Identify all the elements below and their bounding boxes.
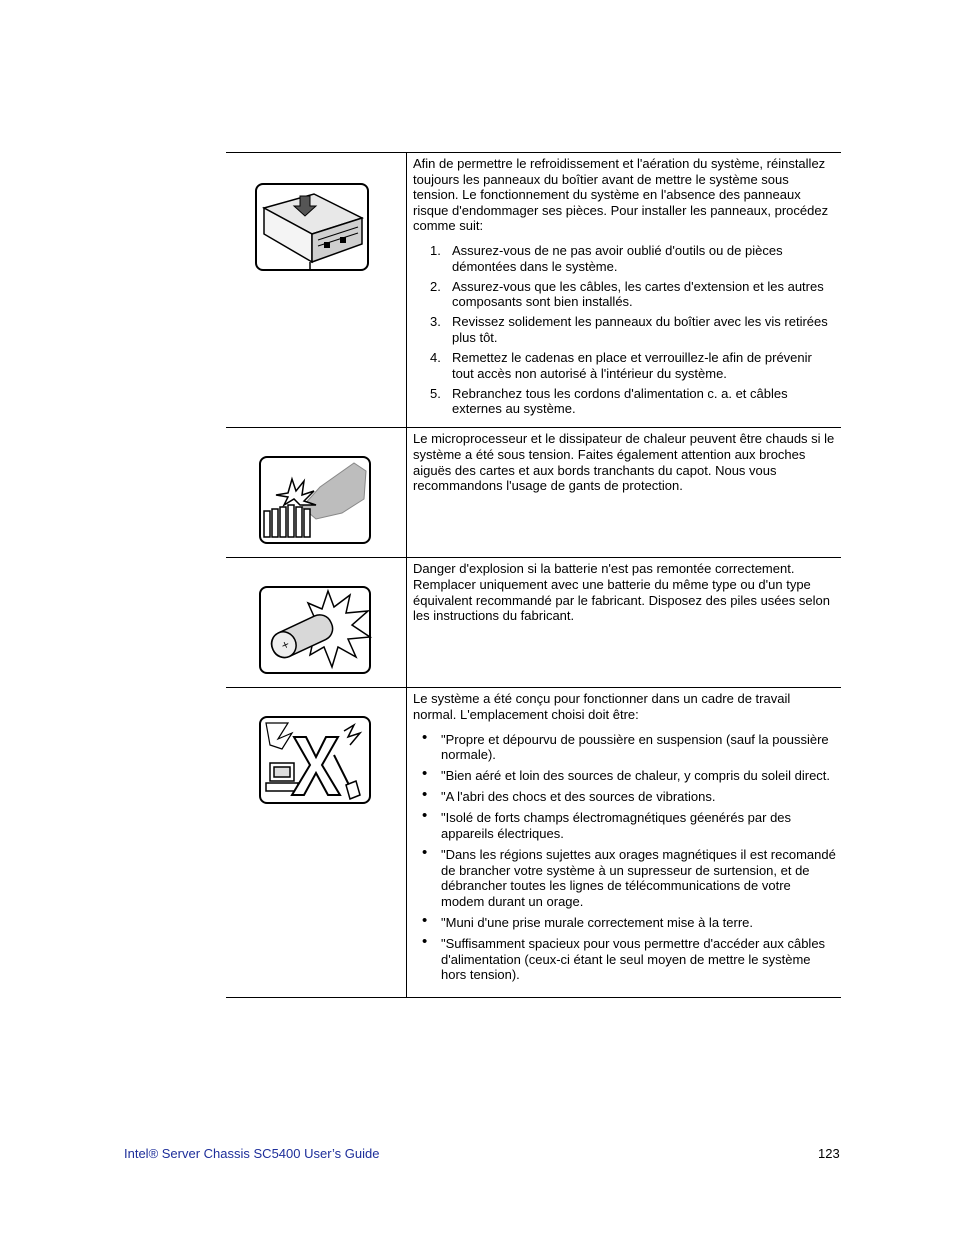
- step-text: Assurez-vous que les câbles, les cartes d'extension et les autres composants sont bien installés.: [452, 278, 824, 310]
- bullet-text: "Muni d'une prise murale correctement mise à la terre.: [441, 915, 753, 931]
- step-number: 2.: [430, 278, 441, 294]
- chassis-cover-icon: [254, 182, 372, 272]
- bullet-text: "A l'abri des chocs et des sources de vibrations.: [441, 789, 716, 805]
- list-item: [413, 807, 837, 842]
- bullet-icon: •: [422, 807, 428, 825]
- icon-cell: [226, 688, 407, 998]
- step-number: 4.: [430, 350, 441, 366]
- bullet-icon: •: [422, 844, 428, 862]
- icon-cell: [226, 558, 407, 688]
- step-text: Rebranchez tous les cordons d'alimentation c. a. et câbles externes au système.: [452, 385, 788, 417]
- bullet-text: "Isolé de forts champs électromagnétiques géenérés par des appareils électriques.: [441, 810, 792, 842]
- list-item: [413, 350, 837, 381]
- bullet-icon: •: [422, 765, 428, 783]
- bullet-icon: •: [422, 786, 428, 804]
- bullet-text: "Suffisamment spacieux pour vous permettre d'accéder aux câbles d'alimentation (ceux-ci étant le seul moyen de mettre le système hors tension).: [441, 936, 826, 983]
- text-cell: [407, 153, 842, 428]
- bullet-icon: •: [422, 728, 428, 746]
- step-number: 1.: [430, 242, 441, 258]
- warning-row-cover: [226, 153, 841, 428]
- list-item: [413, 844, 837, 909]
- step-list: [413, 243, 837, 417]
- text-cell: [407, 558, 842, 688]
- paragraph: Danger d'explosion si la batterie n'est pas remontée correctement. Remplacer uniquement avec une batterie du même type ou d'un type équivalent recommandé par le fabricant. Disposez des piles usées selon les instructions du fabricant.: [413, 561, 830, 624]
- step-text: Revissez solidement les panneaux du boîtier avec les vis retirées plus tôt.: [452, 314, 828, 345]
- hot-heatsink-icon: [258, 455, 374, 547]
- battery-explosion-icon: [258, 585, 374, 677]
- step-number: 5.: [430, 385, 441, 401]
- bullet-text: "Propre et dépourvu de poussière en suspension (sauf la poussière normale).: [441, 731, 829, 763]
- list-item: [413, 765, 837, 784]
- icon-cell: [226, 428, 407, 558]
- step-text: Assurez-vous de ne pas avoir oublié d'outils ou de pièces démontées dans le système.: [452, 242, 783, 274]
- warning-row-battery: [226, 558, 841, 688]
- text-cell: [407, 688, 842, 998]
- warning-table: [226, 152, 841, 998]
- list-item: [413, 279, 837, 310]
- bullet-icon: •: [422, 933, 428, 951]
- paragraph: Afin de permettre le refroidissement et l'aération du système, réinstallez toujours les panneaux du boîtier avant de mettre le système sous tension. Le fonctionnement du système en l'absence des panneaux risque d'endommager ses pièces. Pour installer les panneaux, procédez comme suit:: [413, 156, 829, 234]
- footer-document-title: Intel® Server Chassis SC5400 User’s Guide: [124, 1146, 380, 1161]
- svg-text:+: +: [279, 639, 292, 653]
- list-item: [413, 728, 837, 763]
- bullet-text: "Bien aéré et loin des sources de chaleur, y compris du soleil direct.: [441, 768, 831, 784]
- list-item: [413, 314, 837, 345]
- bullet-text: "Dans les régions sujettes aux orages magnétiques il est recomandé de brancher votre système à un supresseur de surtension, et de débrancher toutes les lignes de télécommunications de votre modem durant un orage.: [441, 847, 836, 909]
- icon-cell: [226, 153, 407, 428]
- paragraph: Le système a été conçu pour fonctionner dans un cadre de travail normal. L'emplacement choisi doit être:: [413, 691, 791, 722]
- warning-row-environment: [226, 688, 841, 998]
- bullet-icon: •: [422, 912, 428, 930]
- environment-hazards-icon: [258, 715, 374, 807]
- list-item: [413, 786, 837, 805]
- list-item: [413, 386, 837, 417]
- text-cell: [407, 428, 842, 558]
- list-item: [413, 243, 837, 274]
- list-item: [413, 933, 837, 983]
- list-item: [413, 912, 837, 931]
- bullet-list: [413, 728, 837, 983]
- warning-row-heat: [226, 428, 841, 558]
- step-number: 3.: [430, 314, 441, 330]
- step-text: Remettez le cadenas en place et verrouillez-le afin de prévenir tout accès non autorisé à l'intérieur du système.: [452, 350, 812, 381]
- page-number: 123: [818, 1146, 840, 1161]
- paragraph: Le microprocesseur et le dissipateur de chaleur peuvent être chauds si le système a été sous tension. Faites également attention aux broches aiguës des cartes et aux bords tranchants du capot. Nous vous recommandons l'usage de gants de protection.: [413, 431, 835, 494]
